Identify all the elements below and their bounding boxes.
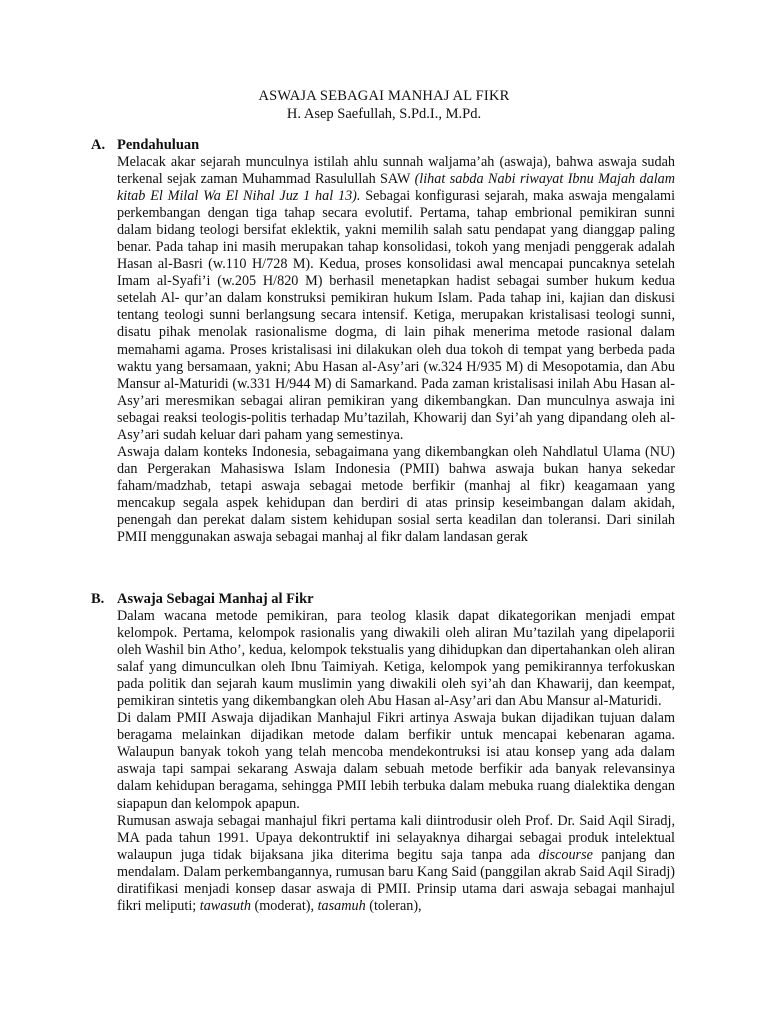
section-heading: [91, 137, 675, 154]
paragraph: [117, 710, 675, 812]
paragraph: [117, 813, 675, 915]
text-run-italic: tasamuh: [317, 897, 366, 914]
section-pendahuluan: [91, 137, 675, 546]
text-run: Di dalam PMII Aswaja dijadikan Manhajul Fikri artinya Aswaja bukan dijadikan tujuan dalam beragama melainkan dijadikan metode dalam berfikir untuk mencapai kebenaran agama. Walaupun banyak tokoh yang telah mencoba mendekontruksi isi atau konsep yang ada dalam aswaja tapi sampai sekarang Aswaja dalam sebuah metode berfikir ada banyak relevansinya dalam kehidupan beragama, sehingga PMII lebih terbuka dalam mebuka ruang dialektika dengan siapapun dan kelompok apapun.: [117, 710, 675, 812]
text-run: Aswaja dalam konteks Indonesia, sebagaimana yang dikembangkan oleh Nahdlatul Ulama (NU) dan Pergerakan Mahasiswa Islam Indonesia (PMII) bahwa aswaja bukan hanya sekedar faham/madzhab, tetapi aswaja sebagai metode berfikir (manhaj al fikr) keagamaan yang mencakup segala aspek kehidupan dan berdiri di atas prinsip keseimbangan dalam akidah, penengah dan perekat dalam sistem kehidupan sosial serta keadilan dan toleransi. Dari sinilah PMII menggunakan aswaja sebagai manhaj al fikr dalam landasan gerak: [117, 443, 675, 546]
paragraph: [117, 608, 675, 710]
text-run: Rumusan aswaja sebagai manhajul fikri pertama kali diintrodusir oleh Prof. Dr. Said Aqil Siradj, MA pada tahun 1991. Upaya dekontruktif ini selayaknya dihargai sebagai produk intelektual walaupun juga tidak bijaksana jika diterima begitu saja tanpa ada: [117, 812, 675, 863]
text-run: Melacak akar sejarah munculnya istilah ahlu sunnah waljama’ah (aswaja), bahwa aswaja sudah terkenal sejak zaman Muhammad Rasulullah SAW: [117, 154, 675, 188]
text-run: Sebagai konfigurasi sejarah, maka aswaja mengalami perkembangan dengan tiga tahap secara evolutif. Pertama, tahap embrional pemikiran sunni dalam bidang teologi bersifat eklektik, yakni memilih salah satu pendapat yang dianggap paling benar. Pada tahap ini masih merupakan tahap konsolidasi, tokoh yang menjadi penggerak adalah Hasan al-Basri (w.110 H/728 M). Kedua, proses konsolidasi awal mencapai puncaknya setelah Imam al-Syafi’i (w.205 H/820 M) berhasil menetapkan hadist sebagai sumber hukum kedua setelah Al- qur’an dalam konstruksi pemikiran hukum Islam. Pada tahap ini, kajian dan diskusi tentang teologi sunni berlangsung secara intensif. Ketiga, merupakan kristalisasi teologi sunni, disatu pihak menolak rasionalisme dogma, di lain pihak menerima metode rasional dalam memahami agama. Proses kristalisasi ini dilakukan oleh dua tokoh di tempat yang berbeda pada waktu yang bersamaan, yakni; Abu Hasan al-Asy’ari (w.324 H/935 M) di Mesopotamia, dan Abu Mansur al-Maturidi (w.331 H/944 M) di Samarkand. Pada zaman kristalisasi inilah Abu Hasan al-Asy’ari meresmikan sebagai aliran pemikiran yang dikembangkan. Dan munculnya aswaja ini sebagai reaksi teologis-politis terhadap Mu’tazilah, Khowarij dan Syi’ah yang dipandang oleh al-Asy’ari sudah keluar dari paham yang semestinya.: [117, 188, 676, 443]
document-header: [0, 87, 768, 123]
text-run-italic: tawasuth: [199, 897, 251, 914]
section-title: Aswaja Sebagai Manhaj al Fikr: [117, 591, 314, 607]
section-body: [117, 608, 675, 915]
section-aswaja-manhaj: [91, 591, 675, 915]
text-run: panjang dan mendalam. Dalam perkembangannya, rumusan baru Kang Said (panggilan akrab Said Aqil Siradj) diratifikasi menjadi konsep dasar aswaja di PMII. Prinsip utama dari aswaja sebagai manhajul fikri meliputi;: [117, 846, 675, 914]
document-author: H. Asep Saefullah, S.Pd.I., M.Pd.: [286, 106, 482, 122]
text-run-italic: (lihat sabda Nabi riwayat Ibnu Majah dalam kitab El Milal Wa El Nihal Juz 1 hal 13).: [117, 171, 676, 205]
text-run: (toleran),: [365, 897, 422, 914]
paragraph: [117, 444, 675, 546]
text-run: (moderat),: [251, 897, 318, 914]
section-body: [117, 154, 675, 546]
section-letter: A.: [91, 137, 106, 153]
document-title: ASWAJA SEBAGAI MANHAJ AL FIKR: [258, 88, 510, 104]
paragraph: [117, 154, 675, 444]
section-title: Pendahuluan: [117, 137, 200, 153]
text-run: Dalam wacana metode pemikiran, para teolog klasik dapat dikategorikan menjadi empat kelompok. Pertama, kelompok rasionalis yang diwakili oleh aliran Mu’tazilah yang dipelaporii oleh Washil bin Atho’, kedua, kelompok tekstualis yang dihidupkan dan dipertahankan oleh aliran salaf yang dimunculkan oleh Ibnu Taimiyah. Ketiga, kelompok yang pemikirannya terfokuskan pada politik dan sejarah kaum muslimin yang diwakili oleh syi’ah dan Khawarij, dan keempat, pemikiran sintetis yang dikembangkan oleh Abu Hasan al-Asy’ari dan Abu Mansur al-Maturidi.: [117, 608, 675, 710]
section-heading: [91, 591, 675, 608]
section-letter: B.: [91, 591, 105, 607]
text-run-italic: discourse: [538, 846, 593, 863]
